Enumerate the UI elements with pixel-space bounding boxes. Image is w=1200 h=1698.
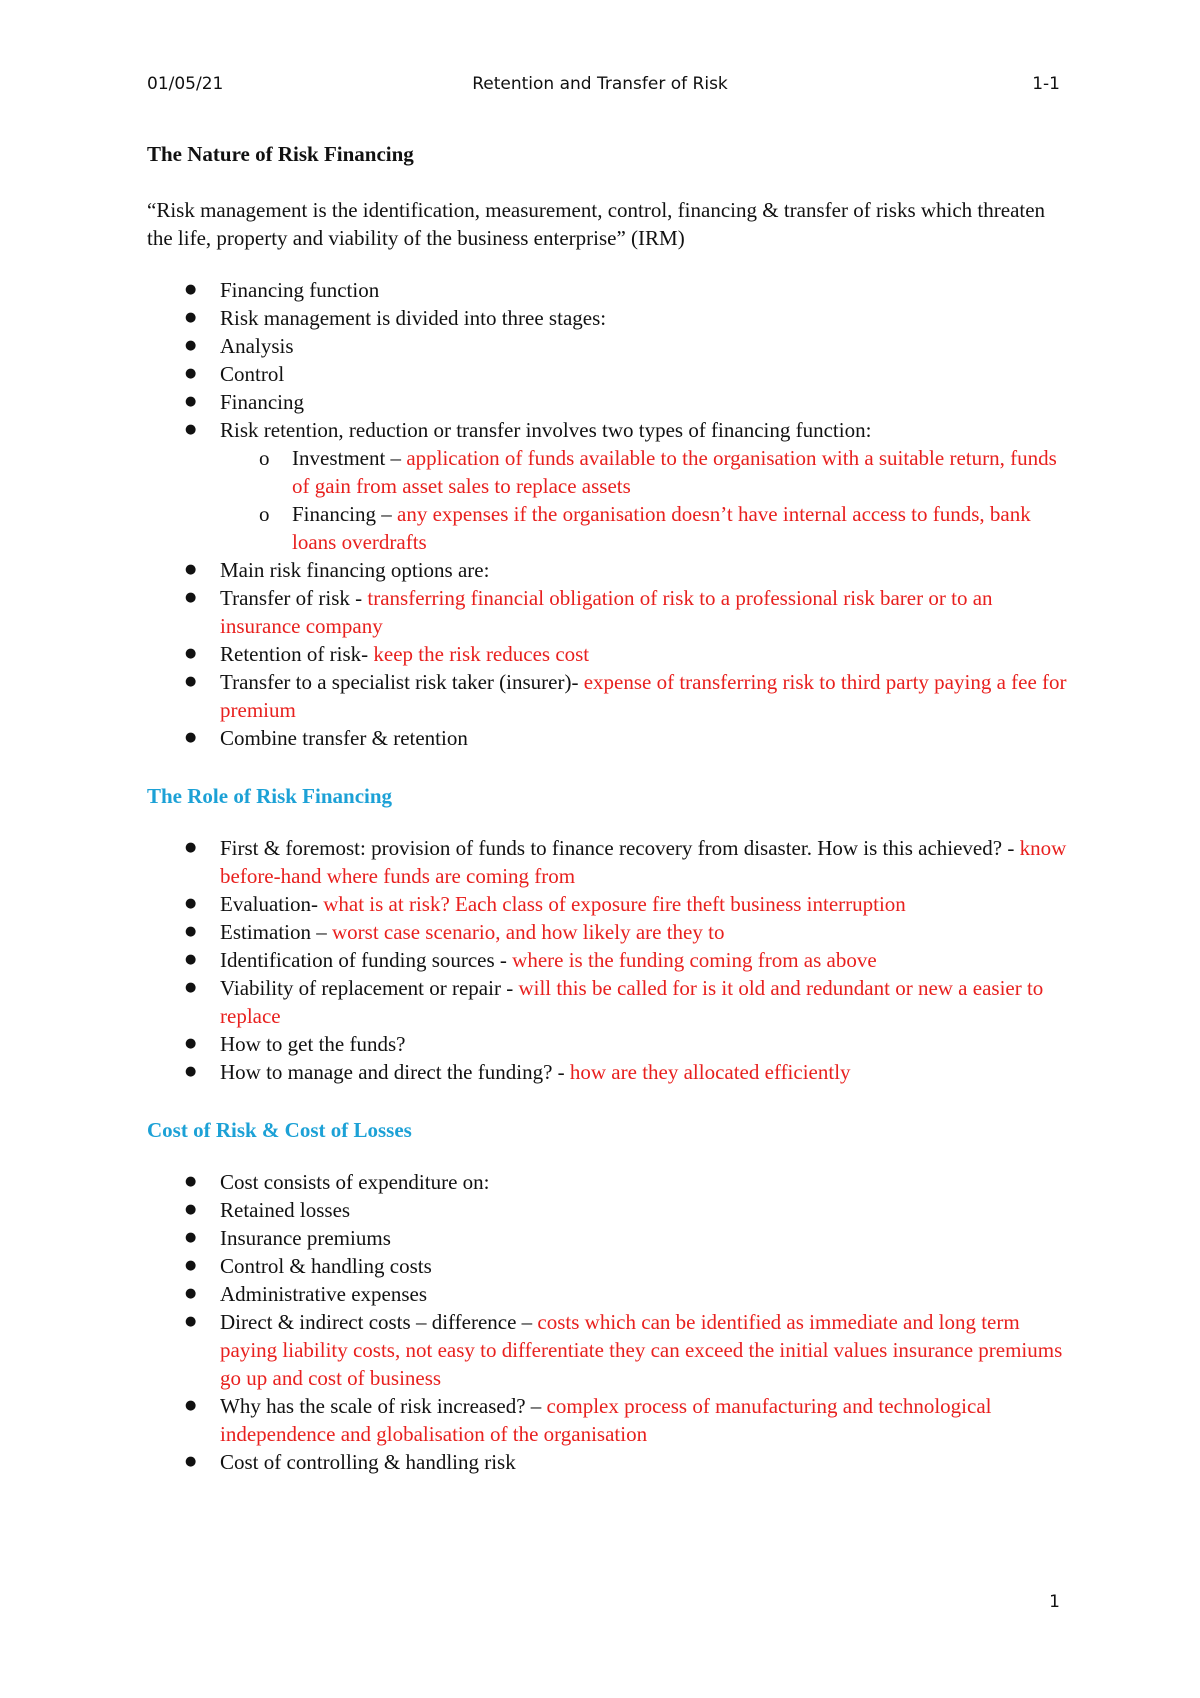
list-item: ● First & foremost: provision of funds to finance recovery from disaster. How is this achieved? - know before-hand where funds are coming from (185, 836, 1067, 888)
annotation-note: keep the risk reduces cost (373, 642, 590, 666)
annotation-note: where is the funding coming from as above (512, 948, 877, 972)
list-item: ● Retained losses (185, 1198, 351, 1222)
bullet-icon: ● (185, 394, 197, 409)
header-page-ref: 1-1 (1032, 74, 1060, 94)
annotation-note: worst case scenario, and how likely are they to (332, 920, 725, 944)
list-item: ● Viability of replacement or repair - will this be called for is it old and redundant or new a easier to replace (185, 976, 1044, 1028)
header-title: Retention and Transfer of Risk (472, 74, 728, 94)
section-heading-cost: Cost of Risk & Cost of Losses (147, 1118, 412, 1142)
annotation-note: complex process of manufacturing and technological independence and globalisation of the organisation (220, 1394, 992, 1446)
bullet-icon: ● (185, 646, 197, 661)
section-heading-role: The Role of Risk Financing (147, 784, 393, 808)
bullet-icon: ● (185, 952, 197, 967)
section-role (147, 782, 1067, 1086)
list-item: ● Cost consists of expenditure on: (185, 1170, 490, 1194)
list-item: ● Control & handling costs (185, 1254, 432, 1278)
list-item: ● Insurance premiums (185, 1226, 391, 1250)
annotation-note: any expenses if the organisation doesn’t have internal access to funds, bank loans overdrafts (292, 502, 1031, 554)
bullet-icon: ● (185, 840, 197, 855)
document-body (147, 140, 1067, 1476)
list-item: ● Why has the scale of risk increased? – complex process of manufacturing and technological independence and globalisation of the organisation (185, 1394, 992, 1446)
footer-page-number: 1 (1049, 1592, 1060, 1612)
list-item: ● Cost of controlling & handling risk (185, 1450, 516, 1474)
bullet-icon: ● (185, 896, 197, 911)
section3-list (147, 1168, 1067, 1476)
annotation-note: will this be called for is it old and redundant or new a easier to replace (220, 976, 1044, 1028)
bullet-icon: ● (185, 366, 197, 381)
bullet-icon: ● (185, 1286, 197, 1301)
list-item: ● Risk retention, reduction or transfer involves two types of financing function: (185, 418, 872, 442)
annotation-note: how are they allocated efficiently (569, 1060, 851, 1084)
bullet-icon: ● (185, 1230, 197, 1245)
annotation-note: application of funds available to the organisation with a suitable return, funds of gain from asset sales to replace assets (292, 446, 1057, 498)
annotation-note: costs which can be identified as immediate and long term paying liability costs, not easy to differentiate they can exceed the initial values insurance premiums go up and cost of business (220, 1310, 1063, 1390)
annotation-note: know before-hand where funds are coming from (220, 836, 1067, 888)
list-item: ● Risk management is divided into three stages: (185, 306, 607, 330)
list-item: ● How to get the funds? (185, 1032, 406, 1056)
bullet-icon: ● (185, 1202, 197, 1217)
bullet-icon: ● (185, 562, 197, 577)
bullet-icon: ● (185, 1174, 197, 1189)
list-item: ● Main risk financing options are: (185, 558, 490, 582)
sub-bullet-marker: o (259, 502, 270, 526)
list-item: ● How to manage and direct the funding? - how are they allocated efficiently (185, 1060, 851, 1084)
list-item: ● Transfer of risk - transferring financial obligation of risk to a professional risk barer or to an insurance company (185, 586, 993, 638)
bullet-icon: ● (185, 282, 197, 297)
bullet-icon: ● (185, 310, 197, 325)
bullet-icon: ● (185, 674, 197, 689)
sub-list-item: o Investment – application of funds available to the organisation with a suitable return, funds of gain from asset sales to replace assets (259, 446, 1057, 498)
section-cost (147, 1116, 1067, 1476)
bullet-icon: ● (185, 980, 197, 995)
sub-bullet-marker: o (259, 446, 270, 470)
bullet-icon: ● (185, 730, 197, 745)
list-item: ● Financing (185, 390, 304, 414)
annotation-note: expense of transferring risk to third party paying a fee for premium (220, 670, 1067, 722)
list-item: ● Transfer to a specialist risk taker (insurer)- expense of transferring risk to third party paying a fee for premium (185, 670, 1067, 722)
list-item: ● Retention of risk- keep the risk reduces cost (185, 642, 590, 666)
list-item: ● Financing function (185, 278, 380, 302)
list-item: ● Control (185, 362, 285, 386)
bullet-icon: ● (185, 338, 197, 353)
irm-quote: “Risk management is the identification, measurement, control, financing & transfer of risks which threaten the life, property and viability of the business enterprise” (IRM) (147, 198, 1046, 250)
annotation-note: transferring financial obligation of risk to a professional risk barer or to an insurance company (220, 586, 993, 638)
bullet-icon: ● (185, 1454, 197, 1469)
list-item: ● Estimation – worst case scenario, and how likely are they to (185, 920, 725, 944)
sub-list-item: o Financing – any expenses if the organisation doesn’t have internal access to funds, bank loans overdrafts (259, 502, 1031, 554)
list-item: ● Analysis (185, 334, 294, 358)
bullet-icon: ● (185, 1036, 197, 1051)
bullet-icon: ● (185, 422, 197, 437)
list-item: ● Direct & indirect costs – difference – costs which can be identified as immediate and long term paying liability costs, not easy to differentiate they can exceed the initial values insurance premiums go up and cost of business (185, 1310, 1063, 1390)
section2-list (147, 834, 1067, 1086)
list-item: ● Evaluation- what is at risk? Each class of exposure fire theft business interruption (185, 892, 906, 916)
annotation-note: what is at risk? Each class of exposure fire theft business interruption (323, 892, 906, 916)
bullet-icon: ● (185, 924, 197, 939)
header-date: 01/05/21 (147, 74, 224, 94)
list-item: ● Identification of funding sources - where is the funding coming from as above (185, 948, 877, 972)
list-item: ● Combine transfer & retention (185, 726, 468, 750)
list-item: ● Administrative expenses (185, 1282, 428, 1306)
bullet-icon: ● (185, 590, 197, 605)
section-heading-nature: The Nature of Risk Financing (147, 142, 414, 166)
bullet-icon: ● (185, 1398, 197, 1413)
section1-list (147, 276, 1067, 752)
bullet-icon: ● (185, 1314, 197, 1329)
bullet-icon: ● (185, 1064, 197, 1079)
bullet-icon: ● (185, 1258, 197, 1273)
